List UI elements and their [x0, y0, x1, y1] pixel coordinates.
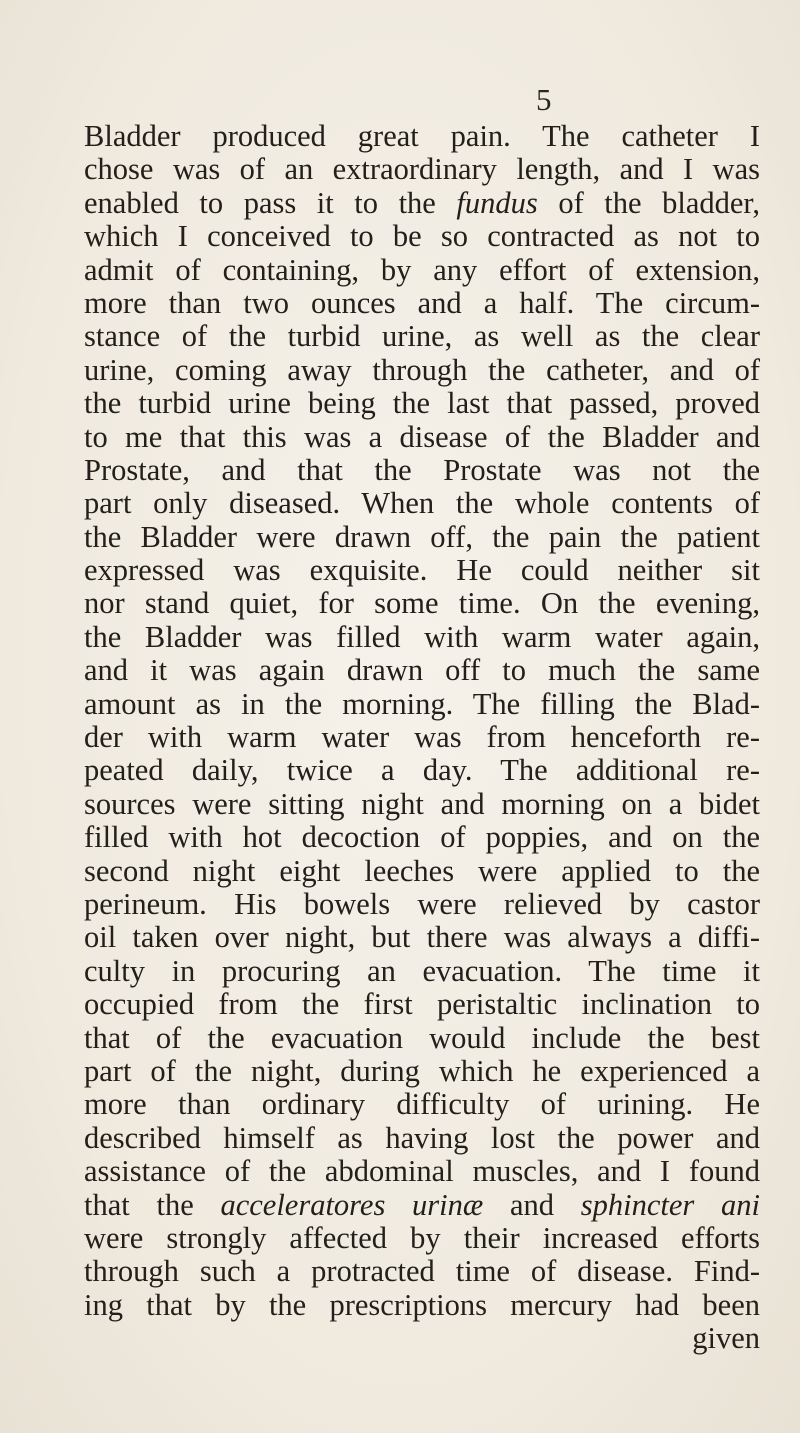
text-run: through such a protracted time of disease. Find-: [84, 1255, 760, 1289]
text-line: [84, 587, 760, 620]
text-run: that the: [84, 1188, 221, 1222]
text-run: perineum. His bowels were relieved by castor: [84, 887, 760, 921]
text-line: [84, 454, 760, 487]
text-run: and: [483, 1188, 581, 1222]
text-run: stance of the turbid urine, as well as the clear: [84, 320, 760, 354]
text-run: part only diseased. When the whole contents of: [84, 487, 760, 521]
text-line: [84, 554, 760, 587]
italic-run: fundus: [456, 186, 538, 220]
text-run: the turbid urine being the last that passed, proved: [84, 387, 760, 421]
text-run: were strongly affected by their increased efforts: [84, 1221, 760, 1255]
text-line: [84, 788, 760, 821]
text-line: [84, 254, 760, 287]
text-run: peated daily, twice a day. The additional re-: [84, 754, 760, 788]
text-run: described himself as having lost the power and: [84, 1121, 760, 1155]
text-run: expressed was exquisite. He could neither sit: [84, 554, 760, 588]
text-line: [84, 921, 760, 954]
text-run: more than ordinary difficulty of urining. He: [84, 1088, 760, 1122]
text-line: [84, 1322, 760, 1355]
text-line: [84, 1088, 760, 1121]
text-line: [84, 487, 760, 520]
text-line: [84, 1122, 760, 1155]
text-line: [84, 821, 760, 854]
text-run: given: [692, 1322, 760, 1356]
text-line: [84, 1155, 760, 1188]
page-number: 5: [536, 82, 552, 117]
text-line: [84, 320, 760, 353]
text-run: part of the night, during which he experienced a: [84, 1054, 760, 1088]
text-line: [84, 387, 760, 420]
text-run: chose was of an extraordinary length, and I was: [84, 153, 760, 187]
text-run: nor stand quiet, for some time. On the evening,: [84, 587, 760, 621]
text-run: that of the evacuation would include the best: [84, 1021, 760, 1055]
text-run: assistance of the abdominal muscles, and I found: [84, 1155, 760, 1189]
text-run: the Bladder were drawn off, the pain the patient: [84, 520, 760, 554]
text-line: [84, 521, 760, 554]
text-line: [84, 688, 760, 721]
text-line: [84, 287, 760, 320]
text-line: [84, 354, 760, 387]
text-line: [84, 988, 760, 1021]
text-run: occupied from the first peristaltic inclination to: [84, 988, 760, 1022]
text-line: [84, 1022, 760, 1055]
body-text: [84, 120, 760, 1355]
text-run: to me that this was a disease of the Bladder and: [84, 420, 760, 454]
text-run: more than two ounces and a half. The circum-: [84, 286, 760, 320]
text-line: [84, 220, 760, 253]
text-run: amount as in the morning. The filling the Blad-: [84, 687, 760, 721]
text-run: Bladder produced great pain. The catheter I: [84, 120, 760, 153]
text-run: enabled to pass it to the: [84, 186, 457, 220]
text-line: [84, 1055, 760, 1088]
text-run: which I conceived to be so contracted as not to: [84, 220, 760, 254]
text-run: admit of containing, by any effort of extension,: [84, 253, 760, 287]
text-line: [84, 855, 760, 888]
text-run: urine, coming away through the catheter, and of: [84, 353, 760, 387]
text-run: sources were sitting night and morning on a bidet: [84, 787, 760, 821]
text-run: culty in procuring an evacuation. The time it: [84, 954, 760, 988]
text-run: der with warm water was from henceforth re-: [84, 721, 760, 755]
text-run: ing that by the prescriptions mercury had been: [84, 1288, 760, 1322]
text-line: [84, 621, 760, 654]
text-run: of the bladder,: [537, 186, 760, 220]
text-run: Prostate, and that the Prostate was not the: [84, 453, 760, 487]
italic-run: sphincter ani: [580, 1188, 760, 1222]
text-line: [84, 654, 760, 687]
text-line: [84, 120, 760, 153]
text-line: [84, 153, 760, 186]
text-run: second night eight leeches were applied to the: [84, 854, 760, 888]
text-run: and it was again drawn off to much the same: [84, 654, 760, 688]
text-line: [84, 955, 760, 988]
text-line: [84, 1222, 760, 1255]
italic-run: acceleratores urinæ: [220, 1188, 484, 1222]
text-line: [84, 888, 760, 921]
text-line: [84, 721, 760, 754]
text-line: [84, 1255, 760, 1288]
text-line: [84, 421, 760, 454]
text-line: [84, 1189, 760, 1222]
text-line: [84, 754, 760, 787]
text-line: [84, 1289, 760, 1322]
text-run: oil taken over night, but there was always a diffi-: [84, 921, 760, 955]
text-run: filled with hot decoction of poppies, and on the: [84, 821, 760, 855]
text-line: [84, 187, 760, 220]
text-run: the Bladder was filled with warm water again,: [84, 620, 760, 654]
